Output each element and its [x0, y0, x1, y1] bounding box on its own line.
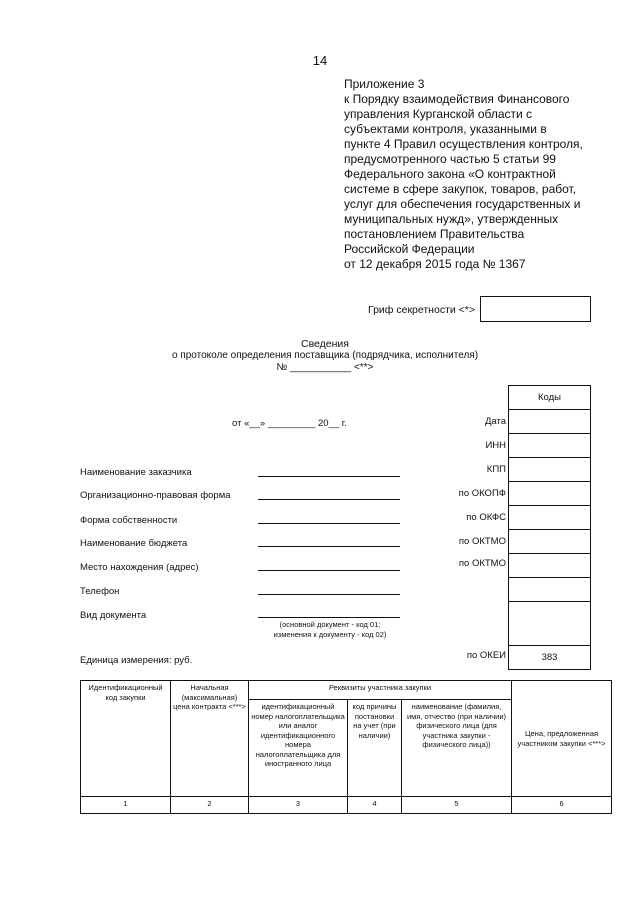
appendix-line: услуг для обеспечения государственных и [344, 197, 581, 211]
code-okfs[interactable] [508, 505, 591, 530]
legal-form-label: Организационно-правовая форма [80, 490, 231, 501]
col-number: 2 [171, 797, 249, 814]
label-okei: по ОКЕИ [466, 650, 506, 661]
code-okei[interactable]: 383 [508, 645, 591, 670]
label-kpp: КПП [486, 464, 506, 475]
codes-column [508, 385, 591, 670]
address-field[interactable] [258, 570, 400, 571]
form-subtitle: о протоколе определения поставщика (подрядчика, исполнителя) [171, 350, 479, 361]
ownership-form-label: Форма собственности [80, 515, 178, 526]
participants-table [80, 680, 612, 814]
codes-header: Коды [508, 385, 591, 410]
appendix-line: к Порядку взаимодействия Финансового [344, 92, 570, 106]
appendix-header [344, 77, 624, 272]
code-okopf[interactable] [508, 481, 591, 506]
form-title: Сведения [301, 338, 349, 350]
secrecy-label: Гриф секретности <*> [368, 304, 476, 316]
appendix-line: Федерального закона «О контрактной [344, 167, 556, 181]
page-number: 14 [312, 53, 328, 68]
label-okfs: по ОКФС [466, 512, 506, 523]
col-header-offered-price: Цена, предложенная участником закупки <***> [512, 681, 612, 797]
appendix-line: от 12 декабря 2015 года № 1367 [344, 257, 526, 271]
legal-form-field[interactable] [258, 499, 400, 500]
appendix-line: системе в сфере закупок, товаров, работ, [344, 182, 577, 196]
budget-name-label: Наименование бюджета [80, 538, 188, 549]
doc-type-note [250, 620, 410, 640]
appendix-line: предусмотренного частью 5 статьи 99 [344, 152, 556, 166]
secrecy-field[interactable] [480, 296, 591, 322]
col-number: 4 [348, 797, 402, 814]
doc-type-note-line: изменения к документу - код 02) [273, 630, 387, 639]
code-doc-type[interactable] [508, 601, 591, 646]
doc-type-note-line: (основной документ - код 01; [279, 620, 381, 629]
address-label: Место нахождения (адрес) [80, 562, 199, 573]
label-inn: ИНН [485, 440, 506, 451]
code-date[interactable] [508, 409, 591, 434]
phone-field[interactable] [258, 594, 400, 595]
col-header-tin: идентификационный номер налогоплательщика или аналог идентификационного номера налогоплательщика для иностранного лица [249, 700, 348, 797]
col-header-initial-price: Начальная (максимальная) цена контракта <***> [171, 681, 249, 797]
appendix-line: субъектами контроля, указанными в [344, 122, 547, 136]
col-header-purchase-code: Идентификационный код закупки [81, 681, 171, 797]
budget-name-field[interactable] [258, 546, 400, 547]
col-number: 3 [249, 797, 348, 814]
appendix-line: постановлением Правительства [344, 227, 525, 241]
phone-label: Телефон [80, 586, 120, 597]
customer-name-field[interactable] [258, 476, 400, 477]
code-kpp[interactable] [508, 457, 591, 482]
col-header-kpp: код причины постановки на учет (при наличии) [348, 700, 402, 797]
col-header-participant-name: наименование (фамилия, имя, отчество (при наличии) физического лица (для участника закупки - физического лица)) [402, 700, 512, 797]
code-inn[interactable] [508, 433, 591, 458]
appendix-line: пункте 4 Правил осуществления контроля, [344, 137, 583, 151]
appendix-line: Приложение 3 [344, 77, 425, 91]
unit-label: Единица измерения: руб. [80, 655, 193, 666]
doc-type-field[interactable] [258, 617, 400, 618]
col-group-participant-details: Реквизиты участника закупки [249, 681, 512, 700]
date-line: от «__» _________ 20__ г. [232, 418, 347, 429]
form-number: № ___________ <**> [276, 362, 374, 373]
customer-name-label: Наименование заказчика [80, 467, 192, 478]
column-numbers-row [81, 797, 612, 814]
col-number: 5 [402, 797, 512, 814]
code-oktmo-1[interactable] [508, 529, 591, 554]
label-okopf: по ОКОПФ [458, 488, 506, 499]
label-oktmo-1: по ОКТМО [458, 536, 506, 547]
label-date: Дата [484, 416, 506, 427]
label-oktmo-2: по ОКТМО [458, 558, 506, 569]
col-number: 6 [512, 797, 612, 814]
code-empty-1[interactable] [508, 577, 591, 602]
appendix-line: муниципальных нужд», утвержденных [344, 212, 559, 226]
appendix-line: Российской Федерации [344, 242, 475, 256]
col-number: 1 [81, 797, 171, 814]
doc-type-label: Вид документа [80, 610, 147, 621]
appendix-line: управления Курганской области с [344, 107, 533, 121]
ownership-form-field[interactable] [258, 523, 400, 524]
code-oktmo-2[interactable] [508, 553, 591, 578]
